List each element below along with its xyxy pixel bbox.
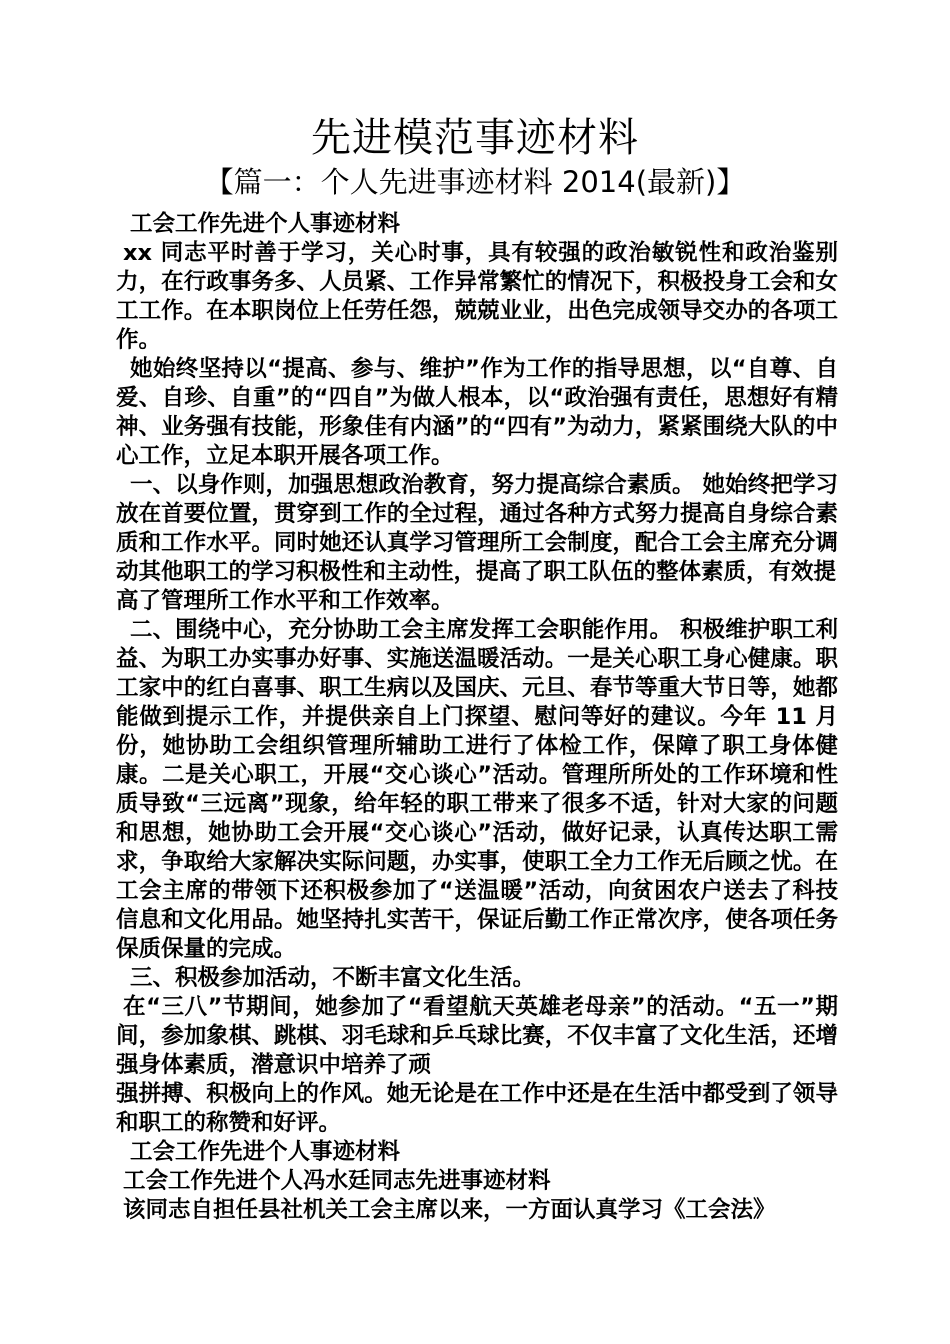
section-heading: 工会工作先进个人冯水廷同志先进事迹材料	[123, 1168, 551, 1194]
paragraph: 该同志自担任县社机关工会主席以来，一方面认真学习《工会法》	[123, 1197, 776, 1223]
paragraph: 二、围绕中心，充分协助工会主席发挥工会职能作用。 积极维护职工利益、为职工办实事办好事、实施送温暖活动。一是关心职工身心健康。职工家中的红白喜事、职工生病以及国庆、元旦、春节等重大节日等，她都能做到提示工作，并提供亲自上门探望、慰问等好的建议。今年 11 月份，她协助工会组织管理所辅助工进行了体检工作，保障了职工身体健康。二是关心职工，开展“交心谈心”活动。管理所所处的工作环境和性质导致“三远离”现象，给年轻的职工带来了很多不适，针对大家的问题和思想，她协助工会开展“交心谈心”活动，做好记录，认真传达职工需求，争取给大家解决实际问题，办实事，使职工全力工作无后顾之忧。在工会主席的带领下还积极参加了“送温暖”活动，向贫困农户送去了科技信息和文化用品。她坚持扎实苦干，保证后勤工作正常次序，使各项任务保质保量的完成。	[116, 617, 838, 962]
document-body	[116, 210, 838, 1225]
section-heading: 三、积极参加活动，不断丰富文化生活。	[130, 965, 536, 991]
paragraph: 她始终坚持以“提高、参与、维护”作为工作的指导思想，以“自尊、自爱、自珍、自重”的“四自”为做人根本，以“政治强有责任，思想好有精神、业务强有技能，形象佳有内涵”的“四有”为动力，紧紧围绕大队的中心工作，立足本职开展各项工作。	[116, 356, 838, 469]
paragraph: 强拼搏、积极向上的作风。她无论是在工作中还是在生活中都受到了领导和职工的称赞和好评。	[116, 1081, 838, 1136]
paragraph: 一、以身作则，加强思想政治教育，努力提高综合素质。 她始终把学习放在首要位置，贯穿到工作的全过程，通过各种方式努力提高自身综合素质和工作水平。同时她还认真学习管理所工会制度，配合工会主席充分调动其他职工的学习积极性和主动性，提高了职工队伍的整体素质，有效提	[116, 472, 838, 585]
section-heading: 工会工作先进个人事迹材料	[130, 1139, 401, 1165]
paragraph: 高了管理所工作水平和工作效率。	[116, 588, 454, 614]
section-heading: 工会工作先进个人事迹材料	[130, 211, 401, 237]
paragraph: 在“三八”节期间，她参加了“看望航天英雄老母亲”的活动。“五一”期间，参加象棋、跳棋、羽毛球和乒乓球比赛，不仅丰富了文化生活，还增强身体素质，潜意识中培养了顽	[116, 994, 838, 1078]
document-subtitle: 【篇一：个人先进事迹材料 2014(最新)】	[204, 165, 746, 199]
document-title: 先进模范事迹材料	[311, 115, 639, 161]
paragraph: xx 同志平时善于学习，关心时事，具有较强的政治敏锐性和政治鉴别力，在行政事务多、人员紧、工作异常繁忙的情况下，积极投身工会和女工工作。在本职岗位上任劳任怨，兢兢业业，出色完成领导交办的各项工作。	[116, 240, 838, 353]
